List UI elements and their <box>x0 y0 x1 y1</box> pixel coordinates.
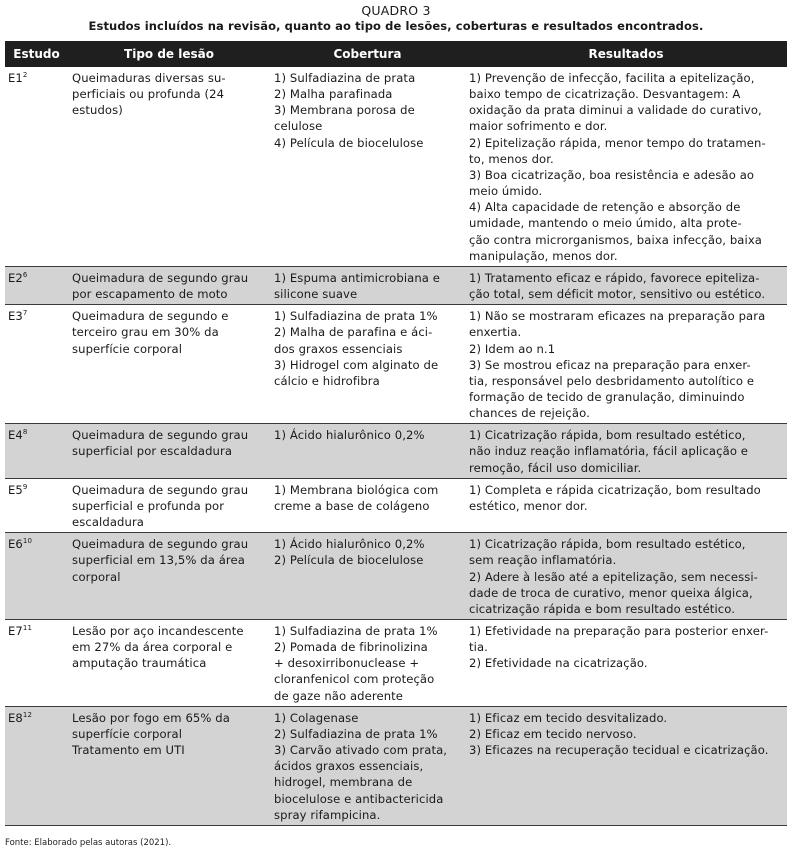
cell-estudo <box>5 266 68 304</box>
header-tipo-lesao: Tipo de lesão <box>68 41 270 67</box>
cell-cobertura: 1) Membrana biológica com creme a base de colágeno <box>270 478 465 532</box>
cell-tipo-lesao: Lesão por aço incandescente em 27% da área corporal e amputação traumática <box>68 620 270 707</box>
cell-tipo-lesao: Queimadura de segundo grau por escapamento de moto <box>68 266 270 304</box>
cell-estudo <box>5 620 68 707</box>
header-estudo: Estudo <box>5 41 68 67</box>
study-id: E5 <box>8 482 23 497</box>
cell-estudo <box>5 478 68 532</box>
cell-tipo-lesao: Queimaduras diversas su- perficiais ou profunda (24 estudos) <box>68 67 270 266</box>
cell-estudo <box>5 305 68 424</box>
table-row <box>5 424 787 478</box>
study-id: E4 <box>8 428 23 443</box>
reference-number: 12 <box>22 710 33 719</box>
cell-tipo-lesao: Queimadura de segundo e terceiro grau em 30% da superfície corporal <box>68 305 270 424</box>
cell-tipo-lesao: Queimadura de segundo grau superficial em 13,5% da área corporal <box>68 533 270 620</box>
reference-number: 6 <box>22 270 28 279</box>
header-resultados: Resultados <box>465 41 787 67</box>
table-row <box>5 533 787 620</box>
cell-estudo <box>5 533 68 620</box>
cell-resultados: 1) Não se mostraram eficazes na preparação para enxertia. 2) Idem ao n.1 3) Se mostrou eficaz na preparação para enxer- tia, responsável pelo desbridamento autolítico e formação de tecido de granulação, diminuindo chances de rejeição. <box>465 305 787 424</box>
reference-number: 9 <box>22 482 28 491</box>
cell-estudo <box>5 706 68 825</box>
cell-cobertura: 1) Ácido hialurônico 0,2% <box>270 424 465 478</box>
table-source-note: Fonte: Elaborado pelas autoras (2021). <box>5 838 172 848</box>
table-row <box>5 305 787 424</box>
table-row <box>5 620 787 707</box>
table-caption-subtitle: Estudos incluídos na revisão, quanto ao tipo de lesões, coberturas e resultados encontrados. <box>88 19 704 33</box>
study-id: E1 <box>8 71 23 85</box>
cell-cobertura: 1) Espuma antimicrobiana e silicone suave <box>270 266 465 304</box>
cell-tipo-lesao: Queimadura de segundo grau superficial e profunda por escaldadura <box>68 478 270 532</box>
cell-tipo-lesao: Lesão por fogo em 65% da superfície corporal Tratamento em UTI <box>68 706 270 825</box>
table-header-row <box>5 41 787 67</box>
study-id: E2 <box>8 270 23 285</box>
reference-number: 8 <box>22 428 28 437</box>
cell-cobertura: 1) Sulfadiazina de prata 1% 2) Pomada de fibrinolizina + desoxirribonuclease + cloranfenicol com proteção de gaze não aderente <box>270 620 465 707</box>
table-caption-title: QUADRO 3 <box>361 3 431 18</box>
reference-number: 11 <box>22 624 33 632</box>
studies-table <box>5 41 787 826</box>
cell-resultados: 1) Cicatrização rápida, bom resultado estético, sem reação inflamatória. 2) Adere à lesão até a epitelização, sem necessi- dade de troca de curativo, menor queixa álgica, cicatrização rápida e bom resultado estético. <box>465 533 787 620</box>
table-row <box>5 67 787 266</box>
table-row <box>5 706 787 825</box>
cell-cobertura: 1) Colagenase 2) Sulfadiazina de prata 1% 3) Carvão ativado com prata, ácidos graxos essenciais, hidrogel, membrana de biocelulose e antibactericida spray rifampicina. <box>270 706 465 825</box>
table-row <box>5 266 787 304</box>
table-row <box>5 478 787 532</box>
header-cobertura: Cobertura <box>270 41 465 67</box>
study-id: E3 <box>8 309 23 324</box>
cell-resultados: 1) Prevenção de infecção, facilita a epitelização, baixo tempo de cicatrização. Desvantagem: A oxidação da prata diminui a validade do curativo, maior sofrimento e dor. 2) Epitelização rápida, menor tempo do tratamen- to, menos dor. 3) Boa cicatrização, boa resistência e adesão ao meio úmido. 4) Alta capacidade de retenção e absorção de umidade, mantendo o meio úmido, alta prote- ção contra microrganismos, baixa infecção, baixa manipulação, menos dor. <box>465 67 787 266</box>
cell-resultados: 1) Cicatrização rápida, bom resultado estético, não induz reação inflamatória, fácil aplicação e remoção, fácil uso domiciliar. <box>465 424 787 478</box>
reference-number: 10 <box>22 537 33 546</box>
reference-number: 2 <box>22 71 28 79</box>
cell-cobertura: 1) Sulfadiazina de prata 2) Malha parafinada 3) Membrana porosa de celulose 4) Película de biocelulose <box>270 67 465 266</box>
cell-resultados: 1) Efetividade na preparação para posterior enxer- tia. 2) Efetividade na cicatrização. <box>465 620 787 707</box>
cell-tipo-lesao: Queimadura de segundo grau superficial por escaldadura <box>68 424 270 478</box>
cell-resultados: 1) Eficaz em tecido desvitalizado. 2) Eficaz em tecido nervoso. 3) Eficazes na recuperação tecidual e cicatrização. <box>465 706 787 825</box>
cell-cobertura: 1) Ácido hialurônico 0,2% 2) Película de biocelulose <box>270 533 465 620</box>
cell-estudo <box>5 424 68 478</box>
study-id: E7 <box>8 624 23 638</box>
study-id: E8 <box>8 710 23 725</box>
cell-resultados: 1) Completa e rápida cicatrização, bom resultado estético, menor dor. <box>465 478 787 532</box>
cell-estudo <box>5 67 68 266</box>
cell-resultados: 1) Tratamento eficaz e rápido, favorece epiteliza- ção total, sem déficit motor, sensitivo ou estético. <box>465 266 787 304</box>
study-id: E6 <box>8 537 23 552</box>
cell-cobertura: 1) Sulfadiazina de prata 1% 2) Malha de parafina e áci- dos graxos essenciais 3) Hidrogel com alginato de cálcio e hidrofibra <box>270 305 465 424</box>
reference-number: 7 <box>22 309 28 318</box>
